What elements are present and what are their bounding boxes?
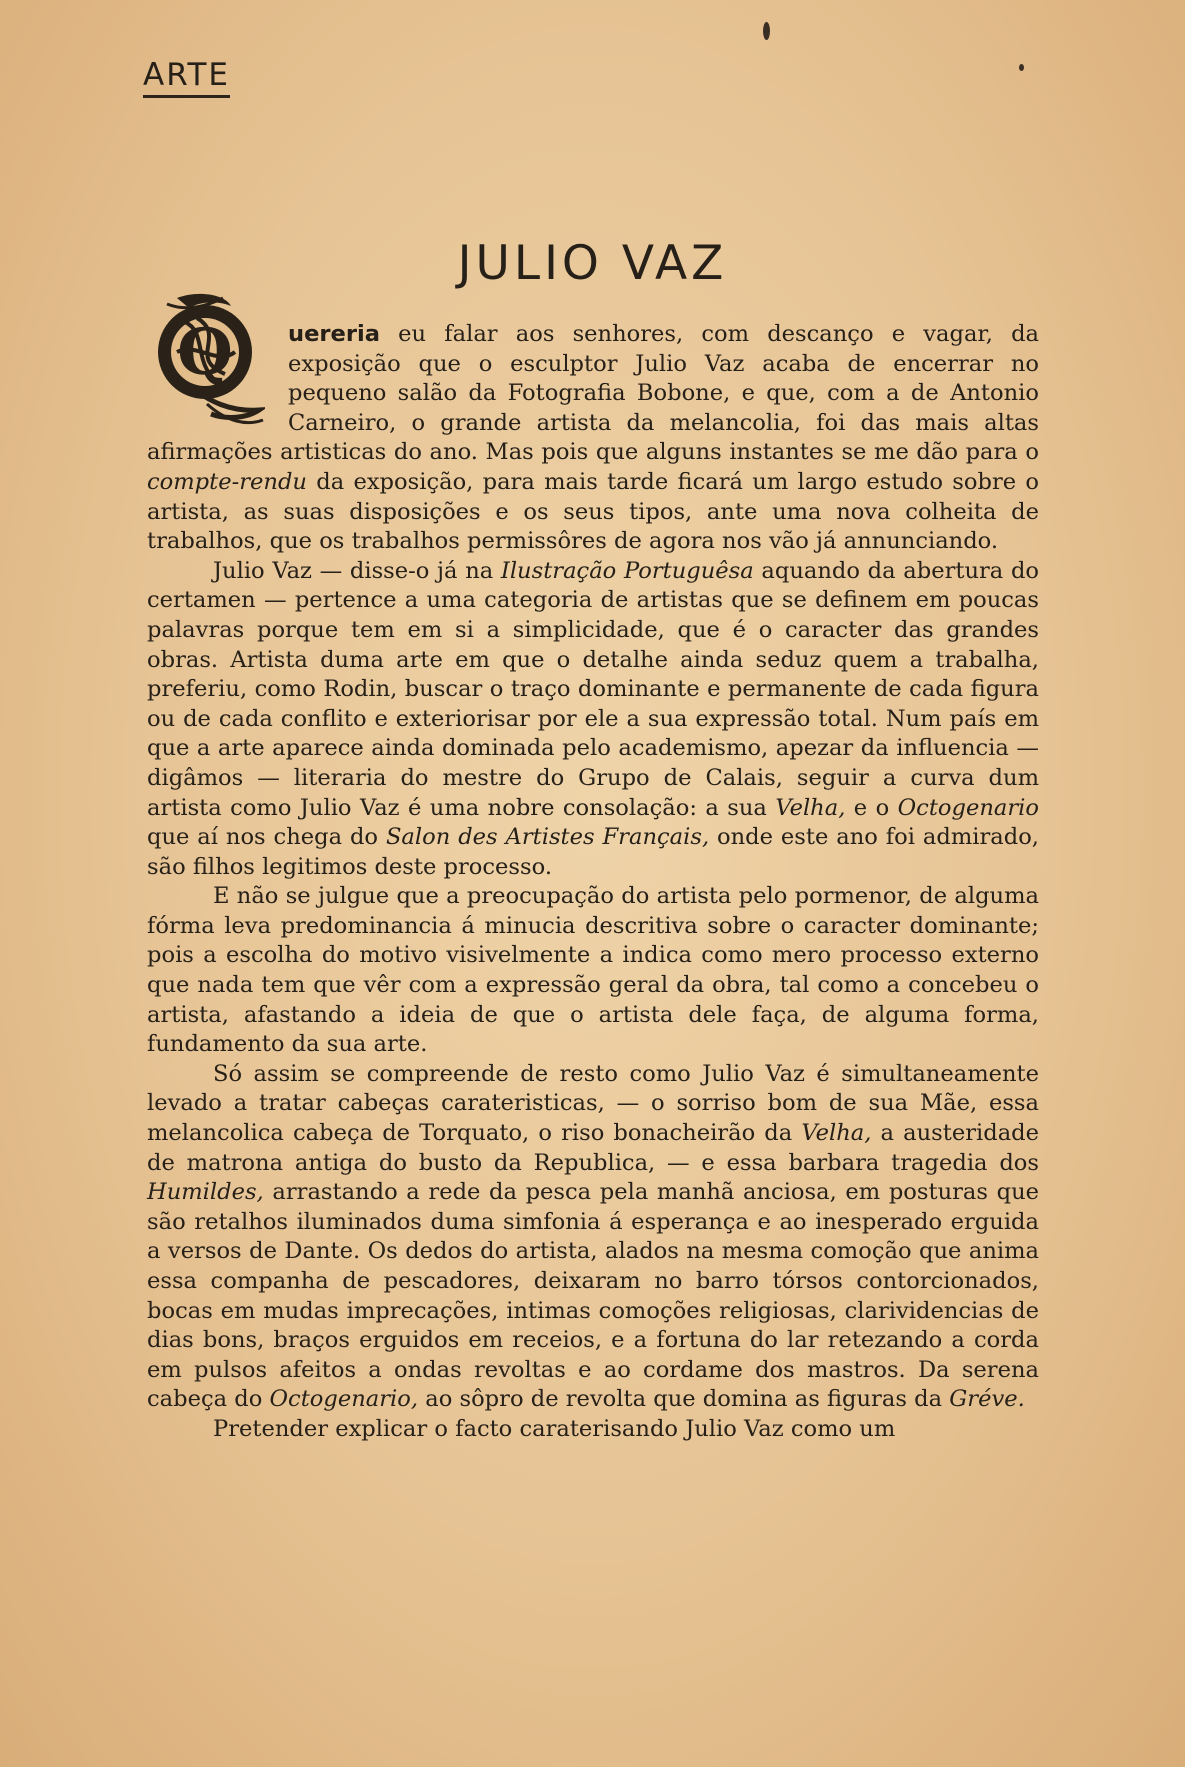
section-label: ARTE xyxy=(143,57,230,98)
ink-speck xyxy=(763,22,770,40)
article-title: JULIO VAZ xyxy=(457,236,728,292)
paragraph: Pretender explicar o facto caraterisando Julio Vaz como um xyxy=(213,1415,896,1442)
lead-word: uereria xyxy=(288,321,381,347)
ink-speck xyxy=(1019,64,1024,71)
paragraph: E não se julgue que a preocupação do artista pelo pormenor, de alguma fórma leva predominancia á minucia descritiva sobre o caracter dominante; pois a escolha do motivo visivelmente a indica como mero processo externo que nada tem que vêr com a expressão geral da obra, tal como a concebeu o artista, afastando a ideia de que o artista dele faça, de alguma forma, fundamento da sua arte. xyxy=(147,883,1039,1058)
paragraph: uereria eu falar aos senhores, com descanço e vagar, da exposição que o esculptor Julio Vaz acaba de encerrar no pequeno salão da Fotografia Bobone, e que, com a de Antonio Carneiro, o grande artista da melancolia, foi das mais altas afirmações artisticas do ano. Mas pois que alguns instantes se me dão para o compte-rendu da exposição, para mais tarde ficará um largo estudo sobre o artista, as suas disposições e os seus tipos, ante uma nova colheita de trabalhos, que os trabalhos permissôres de agora nos vão já annunciando. xyxy=(147,321,1039,555)
paragraph: Julio Vaz — disse-o já na Ilustração Portuguêsa aquando da abertura do certamen — pertence a uma categoria de artistas que se definem em poucas palavras porque tem em si a simplicidade, que é o caracter das grandes obras. Artista duma arte em que o detalhe ainda seduz quem a trabalha, preferiu, como Rodin, buscar o traço dominante e permanente de cada figura ou de cada conflito e exteriorisar por ele a sua expressão total. Num país em que a arte aparece ainda dominada pelo academismo, apezar da influencia — digâmos — literaria do mestre do Grupo de Calais, seguir a curva dum artista como Julio Vaz é uma nobre consolação: a sua Velha, e o Octogenario que aí nos chega do Salon des Artistes Français, onde este ano foi admirado, são filhos legitimos deste processo. xyxy=(147,557,1040,880)
article-body xyxy=(147,320,1039,1445)
paragraph: Só assim se compreende de resto como Julio Vaz é simultaneamente levado a tratar cabeças carateristicas, — o sorriso bom de sua Mãe, essa melancolica cabeça de Torquato, o riso bonacheirão da Velha, a austeridade de matrona antiga do busto da Republica, — e essa barbara tragedia dos Humildes, arrastando a rede da pesca pela manhã anciosa, em posturas que são retalhos iluminados duma simfonia á esperança e ao inesperado erguida a versos de Dante. Os dedos do artista, alados na mesma comoção que anima essa companha de pescadores, deixaram no barro tórsos contorcionados, bocas em mudas imprecações, intimas comoções religiosas, clarividencias de dias bons, braços erguidos em receios, e a fortuna do lar retezando a corda em pulsos afeitos a ondas revoltas e ao cordame dos mastros. Da serena cabeça do Octogenario, ao sôpro de revolta que domina as figuras da Gréve. xyxy=(147,1060,1039,1413)
svg-text:Q: Q xyxy=(177,315,233,390)
